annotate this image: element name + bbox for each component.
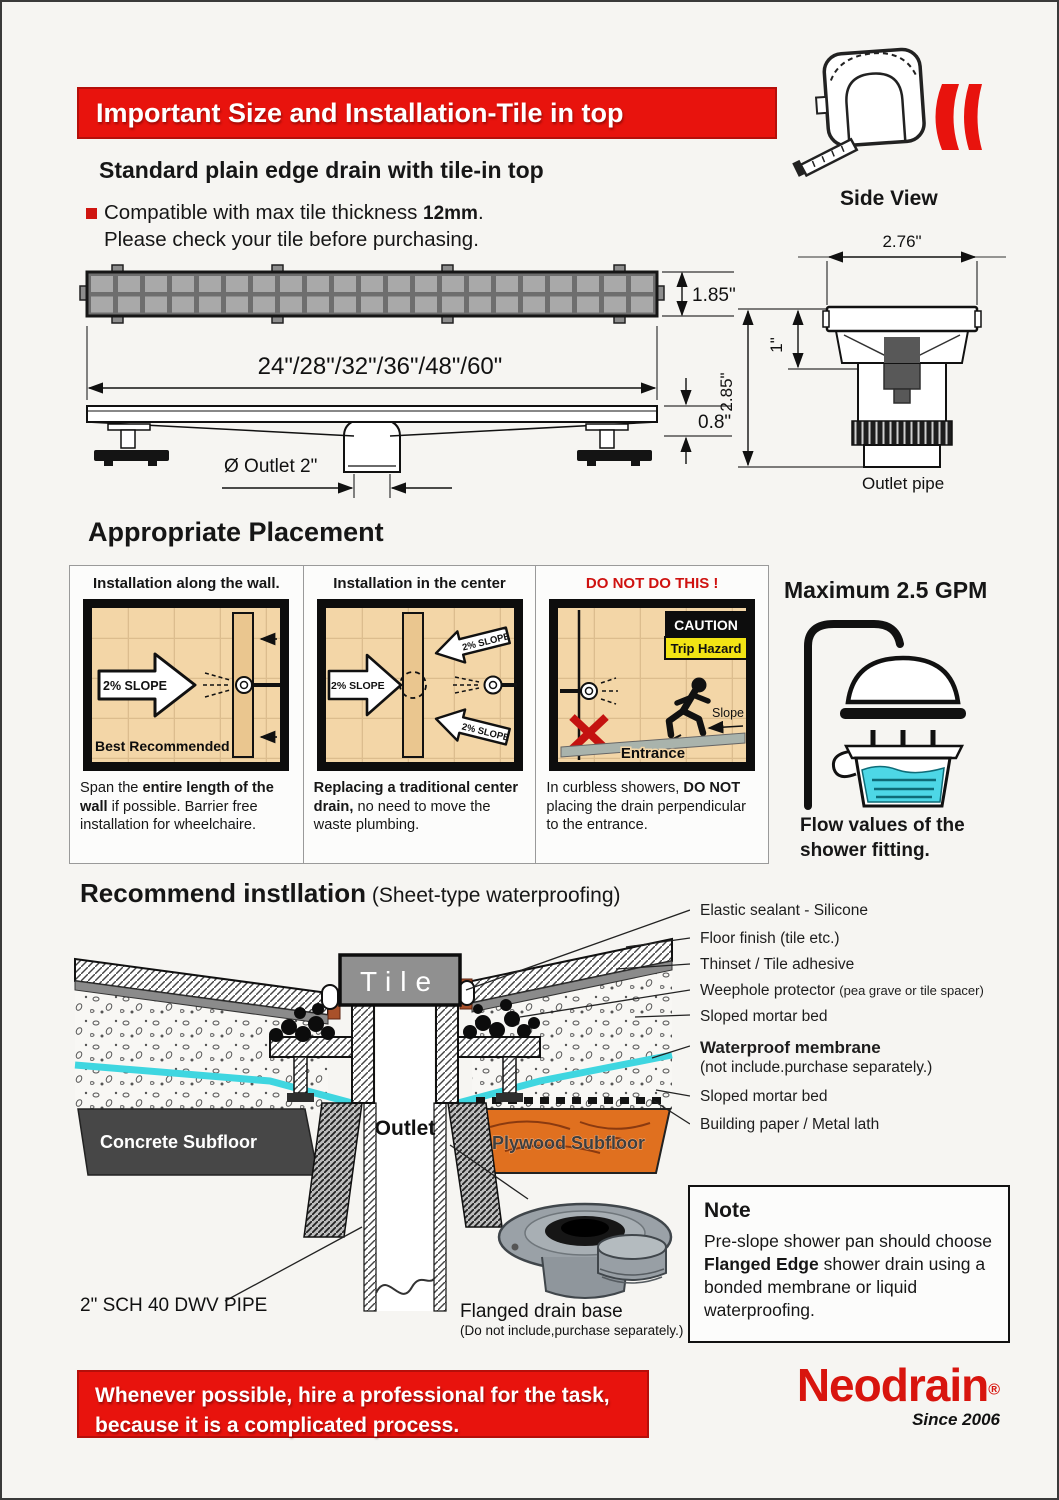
dim-285: 2.85" (717, 372, 736, 412)
slope-word: Slope (712, 706, 745, 720)
panel1-title: Installation along the wall. (92, 575, 280, 592)
header-banner (77, 87, 777, 139)
svg-text:2% SLOPE: 2% SLOPE (330, 680, 385, 692)
side-view-title: Side View (840, 187, 938, 210)
dim-08: 0.8" (698, 412, 732, 433)
panel-center (303, 566, 536, 863)
page-title: Important Size and Installation-Tile in top (96, 98, 624, 128)
caution-sign (665, 611, 747, 659)
panel-along-wall (70, 566, 303, 863)
registered-mark: ® (988, 1381, 1000, 1399)
dim-276: 2.76" (882, 232, 922, 251)
svg-text:Trip Hazard: Trip Hazard (670, 641, 742, 656)
dim-lengths: 24"/28"/32"/36"/48"/60" (257, 353, 503, 380)
installation-cross-section (60, 897, 690, 1352)
label-weephole: Weephole protector (pea grave or tile spacer) (700, 982, 984, 999)
drain-strip (403, 613, 423, 757)
drain-nut (598, 1235, 666, 1283)
placement-panels (69, 565, 769, 864)
label-building-paper: Building paper / Metal lath (700, 1116, 880, 1133)
pipe-label: 2" SCH 40 DWV PIPE (80, 1295, 268, 1316)
outlet-dimension (222, 474, 452, 498)
plywood-label: Plywood Subfloor (492, 1133, 645, 1153)
concrete-label: Concrete Subfloor (100, 1132, 258, 1152)
panel1-illustration (83, 599, 289, 771)
right-leg (577, 424, 652, 466)
panel3-caption: In curbless showers, DO NOT placing the drain perpendicular to the entrance. (546, 780, 746, 834)
outlet-label: Outlet (374, 1117, 436, 1140)
label-membrane: Waterproof membrane (700, 1038, 881, 1057)
panel3-illustration (549, 599, 755, 771)
flange-base-note: (Do not include,purchase separately.) (460, 1323, 684, 1338)
dim-1in: 1" (767, 337, 786, 353)
drain-top-view-diagram (72, 260, 762, 510)
left-leg (94, 424, 169, 466)
tape-measure-icon (792, 32, 1002, 182)
svg-text:2% SLOPE: 2% SLOPE (460, 721, 510, 744)
side-view-diagram (712, 217, 1012, 507)
panel2-title: Installation in the center (333, 575, 506, 592)
label-membrane-note: (not include.purchase separately.) (700, 1059, 933, 1076)
drain-wall-right (436, 1005, 458, 1103)
label-thinset: Thinset / Tile adhesive (700, 956, 855, 973)
label-mortar-lower: Sloped mortar bed (700, 1088, 828, 1105)
entrance-label: Entrance (621, 745, 686, 762)
gpm-title: Maximum 2.5 GPM (784, 577, 988, 603)
label-mortar-upper: Sloped mortar bed (700, 1008, 828, 1025)
panel2-illustration (317, 599, 523, 771)
footer-banner: Whenever possible, hire a professional for the task, because it is a complicated process. (77, 1370, 649, 1438)
section-heading-placement: Appropriate Placement (88, 517, 384, 547)
knurled-nut (852, 421, 952, 445)
best-recommended-badge: Best Recommended (95, 738, 230, 754)
outlet-channel (376, 1005, 434, 1311)
panel3-title: DO NOT DO THIS ! (585, 575, 719, 592)
drain-profile-view (87, 406, 657, 472)
support-left (304, 1103, 362, 1237)
outlet-pipe-label: Outlet pipe (862, 474, 945, 493)
brand-logo (750, 1359, 1000, 1430)
svg-text:2% SLOPE: 2% SLOPE (460, 631, 511, 654)
panel2-caption: Replacing a traditional center drain, no need to move the waste plumbing. (313, 780, 519, 834)
section-heading-standard-drain: Standard plain edge drain with tile-in top (99, 157, 544, 183)
note-box (688, 1185, 1010, 1343)
pipe-wall-right (434, 1103, 446, 1311)
tile-label: Tile (359, 966, 441, 997)
flange-right (458, 1037, 540, 1057)
panel1-caption: Span the entire length of the wall if possible. Barrier free installation for wheelchaire. (80, 780, 274, 834)
label-floor-finish: Floor finish (tile etc.) (700, 930, 840, 947)
svg-text:2% SLOPE: 2% SLOPE (103, 679, 168, 693)
grate-top-view (80, 265, 664, 323)
flange-left (270, 1037, 352, 1057)
dim-outlet: Ø Outlet 2" (224, 456, 318, 477)
panel-do-not (535, 566, 768, 863)
shower-fitting-icon (790, 610, 1000, 810)
brand-name: Neodrain (796, 1359, 989, 1411)
note-body: Pre-slope shower pan should choose Flanged Edge shower drain using a bonded membrane or liquid waterproofing. (704, 1231, 992, 1321)
section-heading-install: Recommend instllation (Sheet-type waterproofing) (80, 878, 621, 908)
note-title: Note (704, 1199, 751, 1222)
label-sealant: Elastic sealant - Silicone (700, 902, 868, 919)
tape-measure-body (792, 48, 927, 177)
svg-text:CAUTION: CAUTION (674, 617, 739, 633)
brand-since: Since 2006 (912, 1410, 1000, 1429)
drain-wall-left (352, 1005, 374, 1103)
measuring-cup (833, 746, 962, 806)
bullet-square (86, 208, 97, 219)
drain-side-fixture (823, 307, 981, 467)
flanged-drain-base-illustration (499, 1204, 671, 1298)
quote-brackets-icon (936, 84, 983, 150)
dim-185: 1.85" (692, 285, 736, 306)
intro-text: Compatible with max tile thickness 12mm. Please check your tile before purchasing. (104, 201, 484, 252)
gpm-caption: Flow values of the shower fitting. (800, 815, 965, 861)
width-dimension (798, 257, 1006, 305)
flange-base-label: Flanged drain base (460, 1301, 623, 1322)
